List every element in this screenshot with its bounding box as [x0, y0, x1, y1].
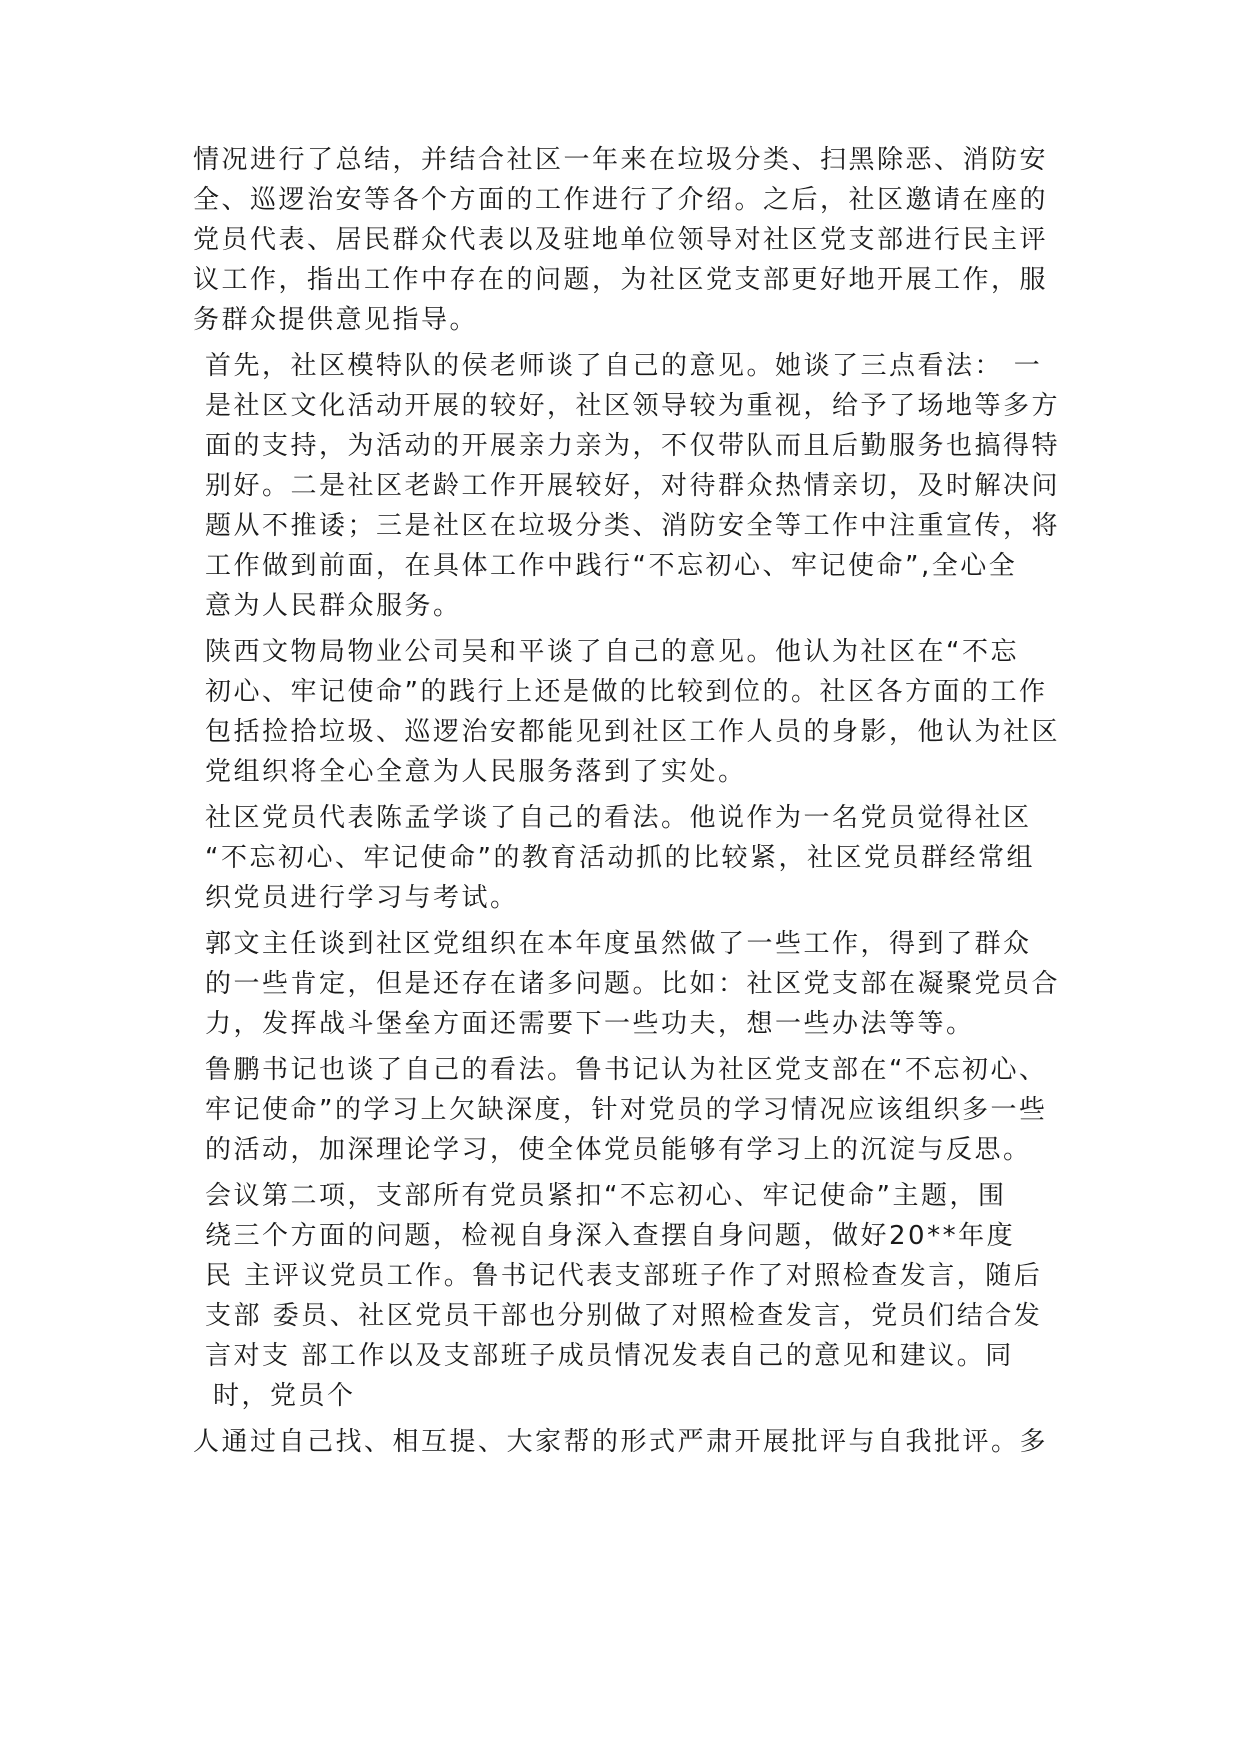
paragraph-6: [193, 1050, 1053, 1170]
text-line: 的一些肯定，但是还存在诸多问题。比如：社区党支部在凝聚党员合: [205, 969, 1061, 999]
text-line: 鲁鹏书记也谈了自己的看法。鲁书记认为社区党支部在“不忘初心、: [205, 1055, 1048, 1085]
paragraph-7: [193, 1176, 1053, 1416]
text-line: 议工作，指出工作中存在的问题，为社区党支部更好地开展工作，服: [193, 265, 1049, 295]
paragraph-3: [193, 632, 1061, 792]
document-body: [193, 140, 1061, 1422]
text-line: 支部 委员、社区党员干部也分别做了对照检查发言，党员们结合发: [205, 1301, 1043, 1331]
text-line: 会议第二项，支部所有党员紧扣“不忘初心、牢记使命”主题，围: [205, 1181, 1007, 1211]
text-line: 包括捡拾垃圾、巡逻治安都能见到社区工作人员的身影，他认为社区: [205, 717, 1061, 747]
paragraph-tail-line: [193, 1422, 1053, 1462]
text-line: 别好。二是社区老龄工作开展较好，对待群众热情亲切，及时解决问: [205, 471, 1061, 501]
text-line: 民 主评议党员工作。鲁书记代表支部班子作了对照检查发言，随后: [205, 1261, 1043, 1291]
text-line: 情况进行了总结，并结合社区一年来在垃圾分类、扫黑除恶、消防安: [193, 145, 1049, 175]
text-line: 全、巡逻治安等各个方面的工作进行了介绍。之后，社区邀请在座的: [193, 185, 1049, 215]
paragraph-5: [193, 924, 1061, 1044]
text-line: 是社区文化活动开展的较好，社区领导较为重视，给予了场地等多方: [205, 391, 1061, 421]
text-line: “不忘初心、牢记使命”的教育活动抓的比较紧，社区党员群经常组: [205, 843, 1035, 873]
text-line: 党员代表、居民群众代表以及驻地单位领导对社区党支部进行民主评: [193, 225, 1049, 255]
text-line: 初心、牢记使命”的践行上还是做的比较到位的。社区各方面的工作: [205, 677, 1048, 707]
text-line: 织党员进行学习与考试。: [205, 883, 519, 913]
text-line: 言对支 部工作以及支部班子成员情况发表自己的意见和建议。同: [205, 1341, 1014, 1371]
text-line: 务群众提供意见指导。: [193, 305, 479, 335]
text-line: 牢记使命”的学习上欠缺深度，针对党员的学习情况应该组织多一些: [205, 1095, 1048, 1125]
text-line: 意为人民群众服务。: [205, 591, 462, 621]
paragraph-4: [193, 798, 1053, 918]
text-line: 社区党员代表陈孟学谈了自己的看法。他说作为一名党员觉得社区: [205, 803, 1032, 833]
text-line: 题从不推诿；三是社区在垃圾分类、消防安全等工作中注重宣传，将: [205, 511, 1061, 541]
text-line: 面的支持，为活动的开展亲力亲为，不仅带队而且后勤服务也搞得特: [205, 431, 1061, 461]
text-line: 时，党员个: [213, 1381, 356, 1411]
paragraph-1: [193, 140, 1053, 340]
text-line: 人通过自己找、相互提、大家帮的形式严肃开展批评与自我批评。多: [193, 1427, 1049, 1457]
text-line: 陕西文物局物业公司吴和平谈了自己的意见。他认为社区在“不忘: [205, 637, 1019, 667]
text-line: 郭文主任谈到社区党组织在本年度虽然做了一些工作，得到了群众: [205, 929, 1032, 959]
text-line: 工作做到前面，在具体工作中践行“不忘初心、牢记使命”,全心全: [205, 551, 1018, 581]
text-line: 的活动，加深理论学习，使全体党员能够有学习上的沉淀与反思。: [205, 1135, 1032, 1165]
text-line: 党组织将全心全意为人民服务落到了实处。: [205, 757, 747, 787]
text-line: 绕三个方面的问题，检视自身深入查摆自身问题，做好20**年度: [205, 1221, 1016, 1251]
document-tail: [193, 1422, 1053, 1468]
paragraph-2: [193, 346, 1061, 626]
text-line: 力，发挥战斗堡垒方面还需要下一些功夫，想一些办法等等。: [205, 1009, 975, 1039]
text-line: 首先，社区模特队的侯老师谈了自己的意见。她谈了三点看法： 一: [205, 351, 1043, 381]
